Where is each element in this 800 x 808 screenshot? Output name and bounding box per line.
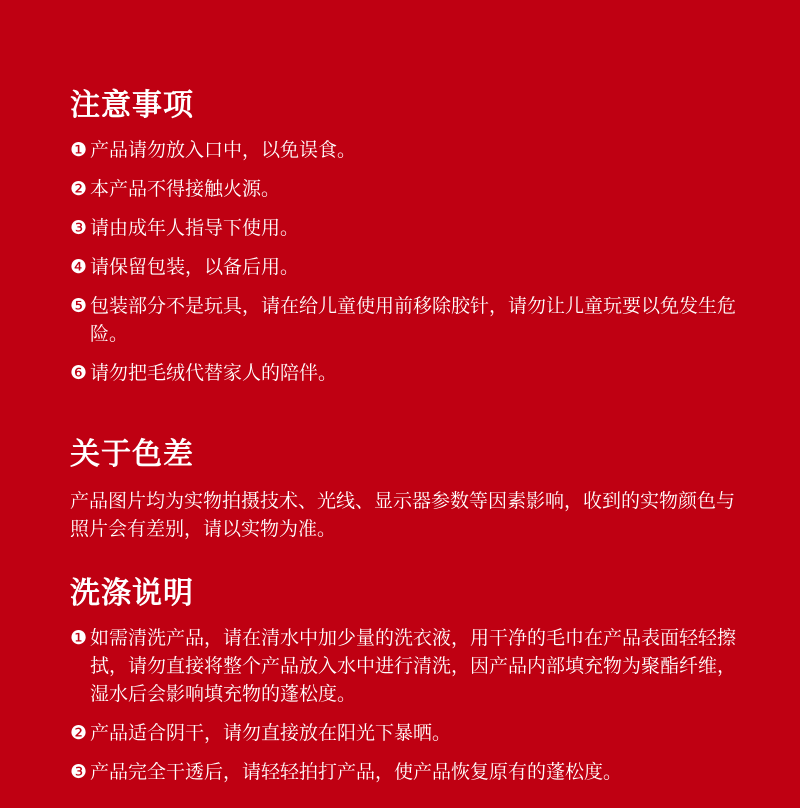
- notice-section: [70, 86, 742, 398]
- notice-item-5: [70, 292, 742, 348]
- notice-item-text: 包装部分不是玩具，请在给儿童使用前移除胶针，请勿让儿童玩要以免发生危险。: [90, 295, 737, 345]
- washing-item-text: 产品完全干透后，请轻轻拍打产品，使产品恢复原有的蓬松度。: [90, 761, 623, 783]
- notice-heading: 注意事项: [70, 88, 194, 123]
- notice-item-text: 请勿把毛绒代替家人的陪伴。: [90, 362, 338, 384]
- washing-heading: 洗涤说明: [70, 576, 194, 611]
- number-badge-icon: ❹: [70, 256, 88, 278]
- number-badge-icon: ❷: [70, 722, 88, 744]
- number-badge-icon: ❸: [70, 217, 88, 239]
- notice-item-2: [70, 175, 742, 203]
- washing-item-text: 产品适合阴干，请勿直接放在阳光下暴晒。: [90, 722, 452, 744]
- number-badge-icon: ❸: [70, 761, 88, 783]
- number-badge-icon: ❷: [70, 178, 88, 200]
- notice-item-4: [70, 253, 742, 281]
- washing-item-1: [70, 624, 742, 708]
- notice-item-3: [70, 214, 742, 242]
- notice-item-6: [70, 359, 742, 387]
- color-difference-section: [70, 435, 742, 543]
- number-badge-icon: ❶: [70, 139, 88, 161]
- notice-item-text: 产品请勿放入口中，以免误食。: [90, 139, 357, 161]
- washing-item-text: 如需清洗产品，请在清水中加少量的洗衣液，用干净的毛巾在产品表面轻轻擦拭，请勿直接将整个产品放入水中进行清洗，因产品内部填充物为聚酯纤维，湿水后会影响填充物的蓬松度。: [90, 627, 737, 705]
- washing-section: [70, 574, 742, 797]
- number-badge-icon: ❺: [70, 295, 88, 317]
- number-badge-icon: ❶: [70, 627, 88, 649]
- washing-item-2: [70, 719, 742, 747]
- color-difference-text: 产品图片均为实物拍摄技术、光线、显示器参数等因素影响，收到的实物颜色与照片会有差别，请以实物为准。: [70, 490, 736, 540]
- color-difference-heading: 关于色差: [70, 437, 194, 472]
- number-badge-icon: ❻: [70, 362, 88, 384]
- notice-item-text: 请由成年人指导下使用。: [90, 217, 300, 239]
- washing-item-3: [70, 758, 742, 786]
- notice-item-text: 请保留包装，以备后用。: [90, 256, 300, 278]
- notice-item-1: [70, 136, 742, 164]
- notice-item-text: 本产品不得接触火源。: [90, 178, 281, 200]
